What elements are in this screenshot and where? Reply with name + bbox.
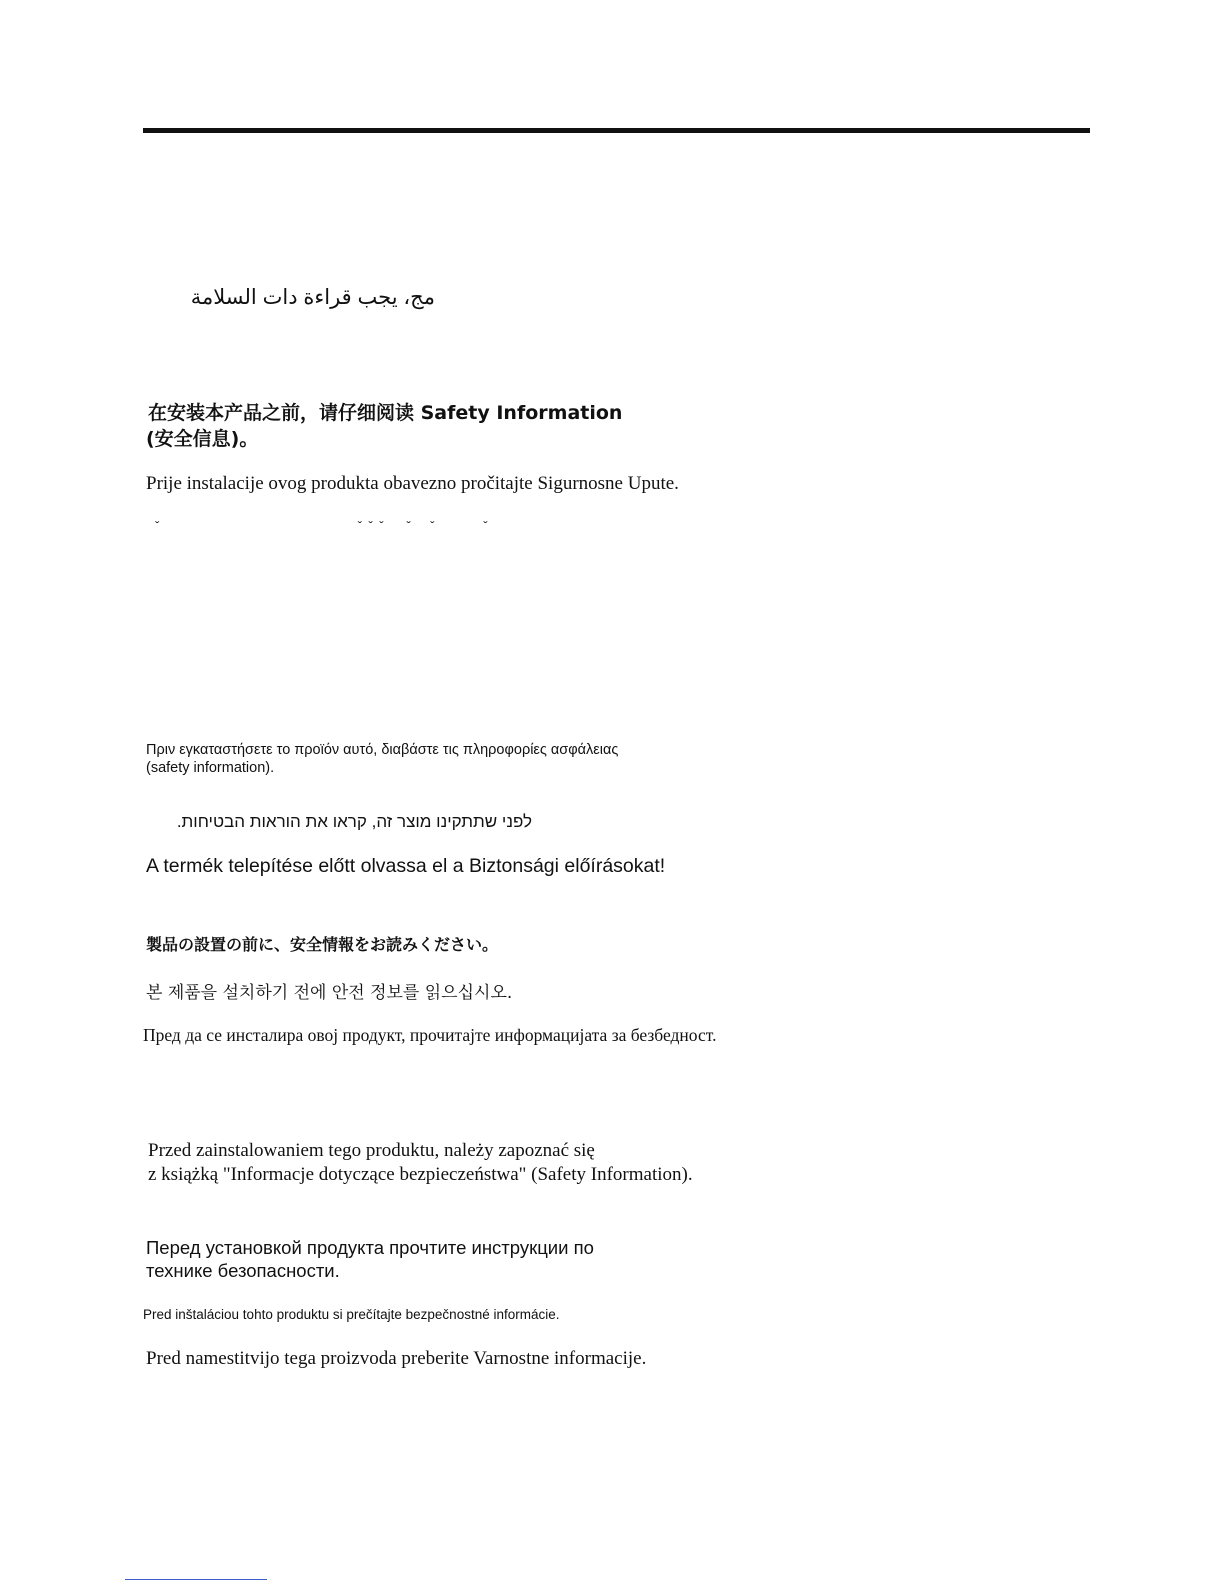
notice-czech-fragment: ˇ ˇ ˇ ˇ ˇ ˇ ˇ [155, 518, 488, 533]
notice-arabic: مج، يجب قراءة دات السلامة [190, 286, 435, 309]
notice-korean: 본 제품을 설치하기 전에 안전 정보를 읽으십시오. [146, 983, 513, 1003]
notice-croatian: Prije instalacije ovog produkta obavezno pročitajte Sigurnosne Upute. [146, 473, 679, 494]
notice-polish-line-1: Przed zainstalowaniem tego produktu, należy zapoznać się [148, 1140, 595, 1161]
notice-greek-line-2: (safety information). [146, 760, 275, 776]
notice-macedonian: Пред да се инсталира овој продукт, прочитајте информацијата за безбедност. [143, 1025, 717, 1045]
footer-rule [125, 1579, 267, 1580]
notice-russian-line-1: Перед установкой продукта прочтите инструкции по [146, 1237, 594, 1258]
notice-slovenian: Pred namestitvijo tega proizvoda preberite Varnostne informacije. [146, 1348, 647, 1369]
notice-hebrew: לפני שתתקינו מוצר זה, קראו את הוראות הבטיחות. [176, 812, 532, 831]
notice-greek-line-1: Πριν εγκαταστήσετε το προϊόν αυτό, διαβάστε τις πληροφορίες ασφάλειας [146, 742, 619, 758]
notice-slovak: Pred inštaláciou tohto produktu si prečítajte bezpečnostné informácie. [143, 1307, 560, 1322]
header-rule [143, 128, 1090, 133]
notice-hungarian: A termék telepítése előtt olvassa el a Biztonsági előírásokat! [146, 855, 666, 877]
notice-chinese-line-1: 在安装本产品之前，请仔细阅读 Safety Information [148, 402, 623, 424]
notice-japanese: 製品の設置の前に、安全情報をお読みください。 [146, 935, 499, 954]
notice-polish-line-2: z książką "Informacje dotyczące bezpieczeństwa" (Safety Information). [148, 1164, 693, 1185]
notice-chinese-line-2: (安全信息)。 [146, 428, 259, 450]
notice-russian-line-2: технике безопасности. [146, 1260, 340, 1281]
